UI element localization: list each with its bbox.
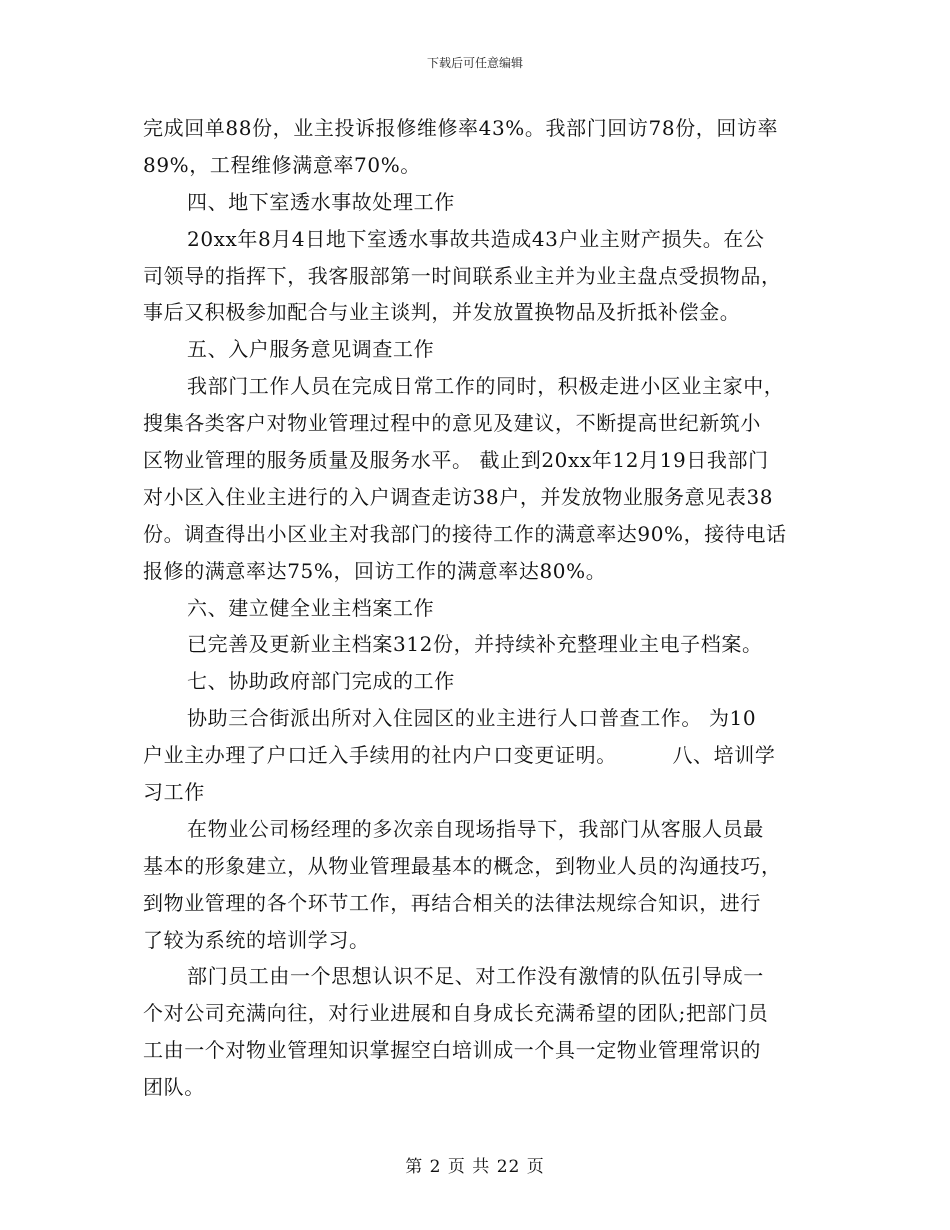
text-line: 户业主办理了户口迁入手续用的社内户口变更证明。 八、培训学 — [143, 743, 776, 768]
text-line: 工由一个对物业管理知识掌握空白培训成一个具一定物业管理常识的 — [143, 1038, 761, 1063]
section-heading: 四、地下室透水事故处理工作 — [187, 189, 455, 214]
document-body — [143, 110, 808, 1106]
section-heading: 六、建立健全业主档案工作 — [187, 595, 435, 620]
text-line: 协助三合街派出所对入住园区的业主进行人口普查工作。 为10 — [187, 706, 757, 731]
text-line: 基本的形象建立，从物业管理最基本的概念，到物业人员的沟通技巧， — [143, 853, 782, 878]
text-line: 习工作 — [143, 780, 205, 805]
text-line: 司领导的指挥下，我客服部第一时间联系业主并为业主盘点受损物品， — [143, 263, 782, 288]
text-line: 部门员工由一个思想认识不足、对工作没有激情的队伍引导成一 — [187, 964, 764, 989]
page-number: 第 2 页 共 22 页 — [405, 1157, 545, 1177]
text-line: 搜集各类客户对物业管理过程中的意见及建议，不断提高世纪新筑小 — [143, 411, 761, 436]
text-line: 事后又积极参加配合与业主谈判，并发放置换物品及折抵补偿金。 — [143, 300, 741, 325]
text-line: 份。调查得出小区业主对我部门的接待工作的满意率达90%，接待电话 — [143, 521, 787, 546]
header-note: 下载后可任意编辑 — [426, 56, 523, 70]
text-line: 已完善及更新业主档案312份，并持续补充整理业主电子档案。 — [187, 632, 763, 657]
text-line: 对小区入住业主进行的入户调查走访38户，并发放物业服务意见表38 — [143, 484, 774, 509]
text-line: 团队。 — [143, 1075, 205, 1100]
text-line: 到物业管理的各个环节工作，再结合相关的法律法规综合知识，进行 — [143, 890, 761, 915]
text-line: 报修的满意率达75%，回访工作的满意率达80%。 — [143, 558, 607, 583]
text-line: 个对公司充满向往，对行业进展和自身成长充满希望的团队;把部门员 — [143, 1001, 769, 1026]
text-line: 我部门工作人员在完成日常工作的同时，积极走进小区业主家中， — [187, 374, 785, 399]
section-heading: 七、协助政府部门完成的工作 — [187, 669, 455, 694]
text-line: 20xx年8月4日地下室透水事故共造成43户业主财产损失。在公 — [187, 226, 765, 251]
text-line: 完成回单88份，业主投诉报修维修率43%。我部门回访78份，回访率 — [143, 116, 779, 140]
text-line: 了较为系统的培训学习。 — [143, 927, 370, 952]
text-line: 89%，工程维修满意率70%。 — [143, 152, 421, 177]
text-line: 在物业公司杨经理的多次亲自现场指导下，我部门从客服人员最 — [187, 816, 764, 841]
text-line: 区物业管理的服务质量及服务水平。 截止到20xx年12月19日我部门 — [143, 448, 769, 473]
section-heading: 五、入户服务意见调查工作 — [187, 337, 435, 362]
